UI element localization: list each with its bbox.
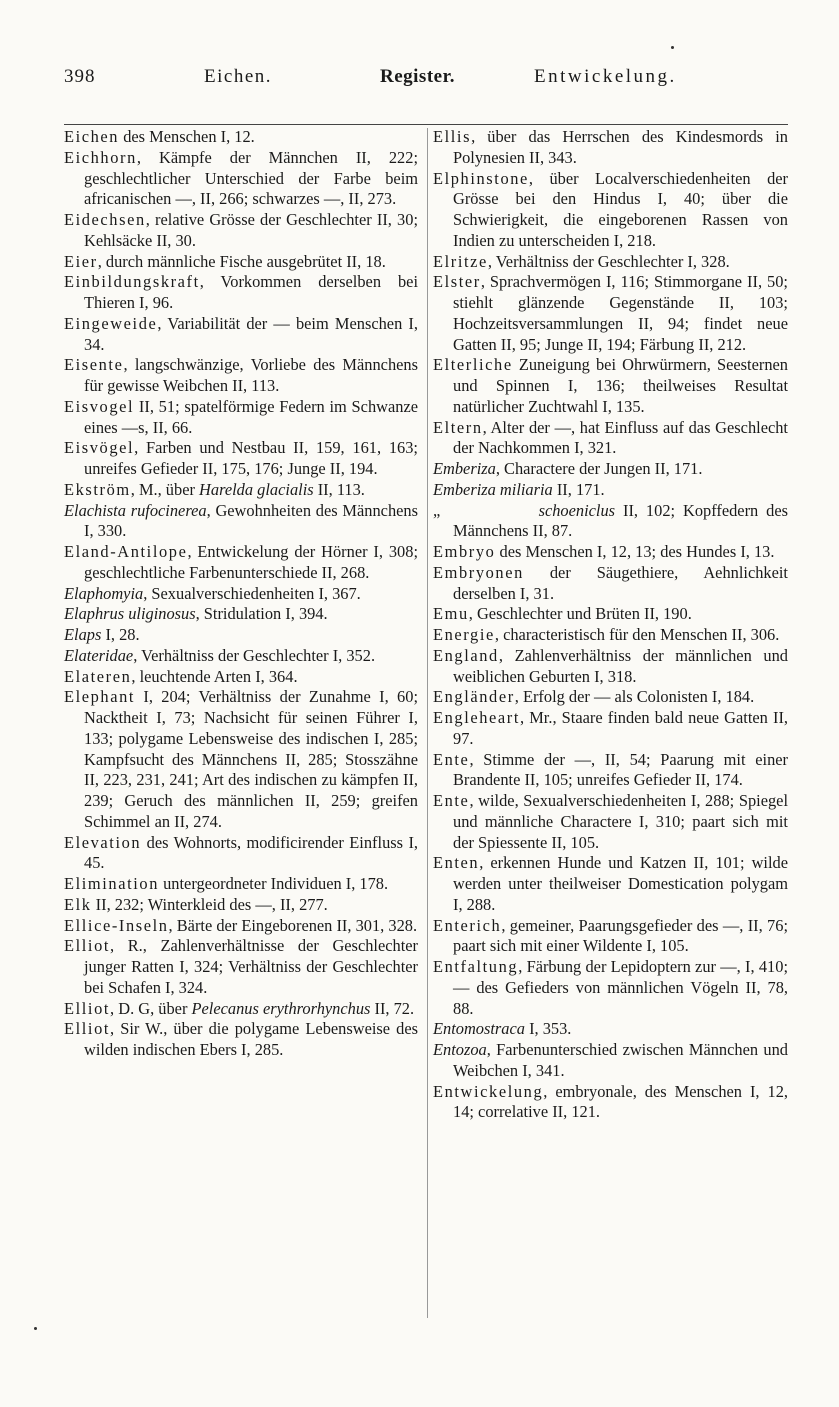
entry-text: , Charactere der Jungen II, 171. (495, 459, 703, 478)
entry-text: , Bärte der Eingeborenen II, 301, 328. (168, 915, 418, 935)
entry-headword: Eingeweide (64, 313, 158, 333)
header-rule (64, 124, 788, 125)
index-entry (433, 791, 788, 853)
index-entry (64, 874, 418, 895)
entry-text: II, 51; spatelförmige Federn im Schwanze eines —s, II, 66. (84, 396, 418, 437)
header-title: Register. (380, 66, 456, 87)
entry-headword: Elritze (433, 251, 488, 271)
index-entry (64, 667, 418, 688)
index-entry (64, 584, 418, 605)
entry-headword: England (433, 645, 499, 665)
entry-headword: Elachista rufocinerea (64, 500, 207, 520)
entry-text: , wilde, Sexualverschiedenheiten I, 288; Spiegel und männliche Charactere I, 310; paart sich mit der Spiessente II, 105. (453, 791, 788, 852)
entry-indent (451, 501, 538, 520)
entry-text: , Mr., Staare finden bald neue Gatten II, 97. (453, 708, 788, 748)
index-entry (64, 272, 418, 314)
entry-text: , Sexualverschiedenheiten I, 367. (143, 583, 361, 603)
entry-italic-text: schoeniclus (538, 500, 616, 520)
index-entry (64, 501, 418, 543)
entry-headword: Elaps (64, 625, 102, 644)
index-entry (433, 853, 788, 915)
entry-headword: Ellis (433, 127, 472, 146)
entry-headword: Elaphomyia (64, 583, 144, 603)
entry-text: Zuneigung bei Ohrwürmern, Seesternen und Spinnen I, 136; theilweises Resultat natürlicher Zuchtwahl I, 135. (453, 355, 788, 416)
entry-text: , D. G, über (110, 998, 192, 1018)
entry-text: untergeordneter Individuen I, 178. (159, 874, 389, 893)
entry-headword: Elephant (64, 687, 136, 707)
index-entry (64, 438, 418, 480)
entry-italic-text: Harelda glacialis (199, 479, 314, 499)
index-entry (64, 916, 418, 937)
entry-headword: Einbildungskraft (64, 272, 200, 292)
entry-headword: Elphinstone (433, 168, 529, 188)
entry-headword: Entozoa (433, 1040, 487, 1059)
entry-text: I, 353. (524, 1019, 572, 1039)
index-entry (64, 314, 418, 356)
entry-headword: Elevation (64, 832, 142, 852)
entry-headword: Ekström (64, 479, 131, 499)
index-column-right (433, 127, 788, 1123)
entry-headword: Eichhorn (64, 147, 137, 167)
entry-headword: Energie (433, 625, 495, 644)
entry-text: , durch männliche Fische ausgebrütet II, 18. (97, 251, 386, 271)
entry-headword: Entfaltung (433, 957, 519, 976)
index-entry (433, 750, 788, 792)
index-entry (64, 646, 418, 667)
entry-headword: Enten (433, 853, 480, 873)
index-entry (64, 397, 418, 439)
entry-headword: Eisente (64, 355, 124, 375)
index-entry (64, 833, 418, 875)
index-entry (433, 646, 788, 688)
entry-headword: Eichen (64, 127, 120, 146)
entry-headword: Eland-Antilope (64, 542, 188, 561)
index-entry (64, 604, 418, 625)
index-entry (433, 708, 788, 750)
index-entry (433, 418, 788, 460)
entry-headword: Entwickelung (433, 1081, 544, 1101)
entry-text: , Färbung der Lepidoptern zur —, I, 410; — des Gefieders von männlichen Vögeln II, 78, 88. (453, 957, 788, 1018)
entry-headword: Emberiza (433, 459, 496, 478)
index-entry (433, 1082, 788, 1124)
entry-text: des Menschen I, 12, 13; des Hundes I, 13. (495, 542, 775, 561)
entry-italic-text: Pelecanus erythrorhynchus (191, 998, 371, 1018)
index-entry (433, 169, 788, 252)
entry-text: , Stridulation I, 394. (195, 604, 328, 624)
entry-text: II, 72. (370, 998, 415, 1018)
entry-text: , über Localverschiedenheiten der Grösse bei den Hindus I, 40; über die Schwierigkeit, die eingeborenen Rassen von Indien zu unterscheiden I, 218. (453, 168, 788, 250)
index-entry (433, 501, 788, 543)
entry-headword: Eisvogel (64, 396, 135, 416)
entry-headword: Elateridae (64, 645, 134, 665)
entry-text: II, 102; Kopffedern des Männchens II, 87. (453, 500, 789, 541)
entry-text: , Vorkommen derselben bei Thieren I, 96. (84, 272, 418, 312)
index-entry (433, 252, 788, 273)
entry-text: , Stimme der —, II, 54; Paarung mit einer Brandente II, 105; unreifes Gefieder II, 174. (453, 749, 788, 790)
entry-headword: Elimination (64, 874, 159, 893)
index-entry (433, 625, 788, 646)
index-entry (64, 895, 418, 916)
entry-headword: Emberiza miliaria (433, 479, 553, 499)
entry-headword: Ente (433, 749, 470, 769)
speck-mark (671, 46, 674, 49)
entry-text: , Gewohnheiten des Männchens I, 330. (84, 500, 418, 541)
index-entry (433, 127, 788, 169)
entry-headword: Ente (433, 791, 470, 810)
index-entry (433, 687, 788, 708)
index-entry (433, 604, 788, 625)
index-entry (433, 480, 788, 501)
index-entry (64, 1019, 418, 1061)
running-header (64, 66, 794, 96)
entry-headword: „ (433, 500, 452, 520)
entry-text: , relative Grösse der Geschlechter II, 30; Kehlsäcke II, 30. (84, 210, 418, 250)
entry-headword: Entomostraca (433, 1019, 525, 1039)
entry-text: der Säugethiere, Aehnlichkeit derselben I, 31. (453, 562, 788, 603)
header-left-catchword: Eichen. (204, 66, 273, 87)
index-entry (433, 355, 788, 417)
entry-headword: Eisvögel (64, 438, 135, 458)
index-entry (64, 127, 418, 148)
entry-headword: Enterich (433, 915, 502, 935)
entry-text: , Sir W., über die polygame Lebensweise des wilden indischen Ebers I, 285. (84, 1019, 418, 1059)
entry-text: , Farbenunterschied zwischen Männchen und Weibchen I, 341. (453, 1040, 788, 1080)
entry-text: , Farben und Nestbau II, 159, 161, 163; unreifes Gefieder II, 175, 176; Junge II, 194. (84, 438, 418, 478)
entry-text: , erkennen Hunde und Katzen II, 101; wilde werden unter theilweiser Domestication polygam I, 288. (453, 853, 788, 914)
index-entry (64, 148, 418, 210)
entry-text: , Sprachvermögen I, 116; Stimmorgane II, 50; stiehlt glänzende Gegenstände II, 103; Hochzeitsversammlungen II, 94; findet neue Gatten II, 95; Junge II, 194; Färbung II, 212. (453, 272, 788, 354)
page-number: 398 (64, 66, 96, 87)
entry-headword: Elliot (64, 998, 111, 1018)
speck-mark (34, 1327, 37, 1330)
entry-text: , Zahlenverhältniss der männlichen und weiblichen Geburten I, 318. (453, 645, 788, 686)
index-entry (433, 1040, 788, 1082)
entry-text: des Menschen I, 12. (119, 127, 255, 146)
entry-headword: Ellice-Inseln (64, 915, 169, 935)
index-entry (64, 687, 418, 832)
index-entry (64, 999, 418, 1020)
entry-headword: Embryo (433, 542, 496, 561)
entry-text: , characteristisch für den Menschen II, 306. (494, 625, 780, 644)
index-entry (64, 480, 418, 501)
entry-text: , Verhältniss der Geschlechter I, 352. (133, 645, 376, 665)
index-entry (64, 210, 418, 252)
entry-headword: Elk (64, 894, 92, 914)
index-entry (433, 459, 788, 480)
entry-headword: Eltern (433, 417, 483, 437)
entry-text: II, 113. (313, 479, 365, 499)
entry-headword: Elateren (64, 666, 132, 686)
entry-text: , Variabilität der — beim Menschen I, 34. (84, 313, 418, 354)
entry-text: , leuchtende Arten I, 364. (131, 666, 298, 686)
entry-headword: Elliot (64, 936, 111, 956)
entry-text: , über das Herrschen des Kindesmords in Polynesien II, 343. (453, 127, 788, 167)
index-entry (64, 542, 418, 584)
column-divider (427, 128, 428, 1318)
entry-headword: Eier (64, 251, 98, 271)
entry-headword: Elterliche (433, 355, 513, 375)
index-entry (433, 1019, 788, 1040)
index-entry (433, 916, 788, 958)
entry-text: , langschwänzige, Vorliebe des Männchens für gewisse Weibchen II, 113. (84, 355, 418, 395)
entry-headword: Embryonen (433, 562, 524, 582)
entry-text: des Wohnorts, modificirender Einfluss I, 45. (84, 832, 418, 873)
entry-text: I, 28. (101, 625, 140, 644)
entry-text: , Verhältniss der Geschlechter I, 328. (487, 251, 730, 271)
entry-headword: Eidechsen (64, 210, 146, 229)
index-entry (64, 936, 418, 998)
entry-text: , Alter der —, hat Einfluss auf das Geschlecht der Nachkommen I, 321. (453, 417, 788, 458)
index-entry (433, 957, 788, 1019)
entry-text: , Kämpfe der Männchen II, 222; geschlechtlicher Unterschied der Farbe beim africanischen —, II, 266; schwarzes —, II, 273. (84, 147, 418, 209)
entry-text: II, 171. (552, 479, 605, 499)
entry-headword: Elster (433, 272, 481, 292)
entry-text: , Geschlechter und Brüten II, 190. (468, 604, 692, 624)
entry-text: , M., über (130, 479, 200, 499)
entry-text: II, 232; Winterkleid des —, II, 277. (91, 894, 328, 914)
index-column-left (64, 127, 418, 1061)
entry-headword: Engländer (433, 687, 515, 707)
header-right-catchword: Entwickelung. (534, 66, 677, 87)
entry-text: , Entwickelung der Hörner I, 308; geschlechtliche Farbenunterschiede II, 268. (84, 542, 418, 582)
index-entry (64, 355, 418, 397)
entry-text: , gemeiner, Paarungsgefieder des —, II, 76; paart sich mit einer Wildente I, 105. (453, 915, 788, 956)
entry-text: , R., Zahlenverhältnisse der Geschlechter junger Ratten I, 324; Verhältniss der Geschlechter bei Schafen I, 324. (84, 936, 418, 997)
index-entry (433, 542, 788, 563)
entry-text: , embryonale, des Menschen I, 12, 14; correlative II, 121. (453, 1081, 788, 1122)
index-entry (433, 272, 788, 355)
entry-text: I, 204; Verhältniss der Zunahme I, 60; Nacktheit I, 73; Nachsicht für seinen Führer I, 133; polygame Lebensweise des indischen I, 285; Kampfsucht des Männchens II, 285; Stosszähne II, 223, 231, 241; Art des indischen zu kämpfen II, 239; Geruch des männlichen II, 259; greifen Schimmel an II, 274. (84, 687, 418, 831)
index-entry (433, 563, 788, 605)
entry-headword: Emu (433, 604, 469, 624)
index-entry (64, 625, 418, 646)
entry-headword: Engleheart (433, 708, 520, 727)
entry-text: , Erfolg der — als Colonisten I, 184. (514, 687, 755, 707)
index-entry (64, 252, 418, 273)
entry-headword: Elaphrus uliginosus (64, 604, 196, 624)
entry-headword: Elliot (64, 1019, 111, 1039)
